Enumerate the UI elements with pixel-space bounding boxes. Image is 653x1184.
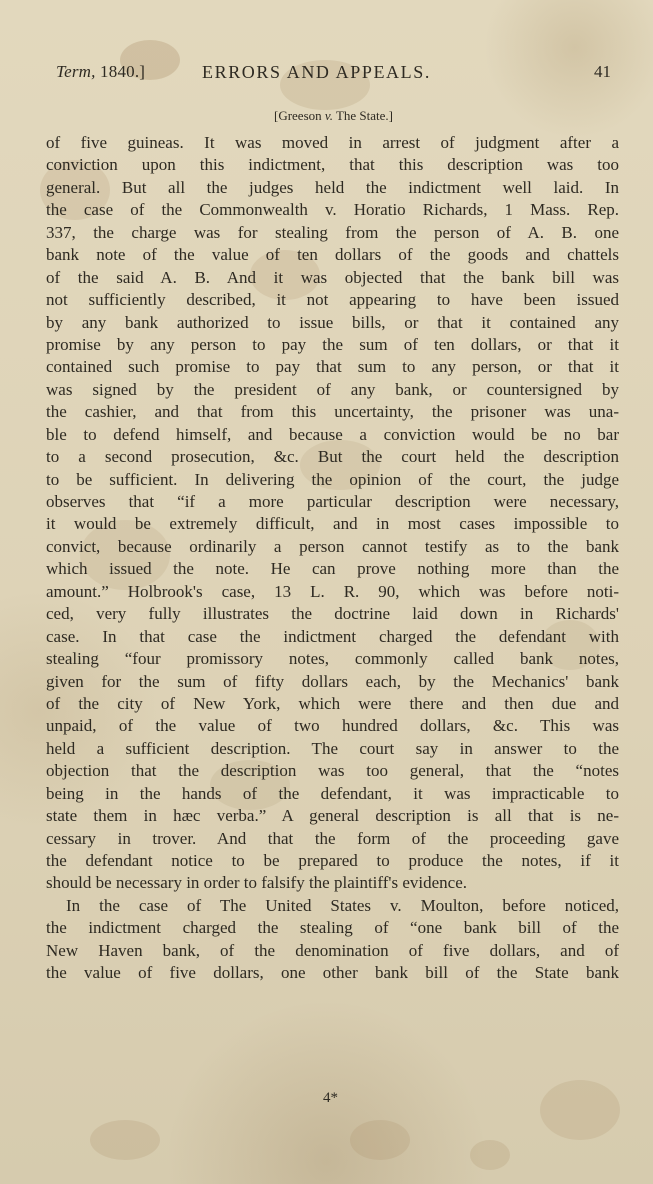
text-line: conviction upon this indictment, that this description was too	[46, 155, 619, 175]
body-text	[46, 132, 619, 985]
text-line: unpaid, of the value of two hundred dollars, &c. This was	[46, 716, 619, 736]
text-line: convict, because ordinarily a person cannot testify as to the bank	[46, 536, 619, 556]
text-line: by any bank authorized to issue bills, or that it contained any	[46, 312, 619, 332]
text-line: given for the sum of fifty dollars each, by the Mechanics' bank	[46, 671, 619, 691]
text-line: the case of the Commonwealth v. Horatio Richards, 1 Mass. Rep.	[46, 200, 619, 220]
running-head	[0, 108, 653, 124]
foxing-spot	[540, 1080, 620, 1140]
text-line: it would be extremely difficult, and in most cases impossible to	[46, 514, 619, 534]
running-head-v: v.	[324, 108, 333, 123]
header-term-label: Term,	[56, 62, 96, 81]
signature-mark: 4*	[323, 1090, 338, 1106]
text-line: was signed by the president of any bank, or countersigned by	[46, 379, 619, 399]
text-line: the defendant notice to be prepared to produce the notes, if it	[46, 851, 619, 870]
text-line: promise by any person to pay the sum of ten dollars, or that it	[46, 334, 619, 354]
header-title: ERRORS AND APPEALS.	[202, 62, 431, 82]
text-line: New Haven bank, of the denomination of five dollars, and of	[46, 940, 619, 960]
text-line: bank note of the value of ten dollars of the goods and chattels	[46, 245, 619, 265]
page-number: 41	[594, 62, 611, 81]
text-line: to be sufficient. In delivering the opinion of the court, the judge	[46, 469, 619, 489]
text-line: held a sufficient description. The court say in answer to the	[46, 738, 619, 758]
text-line: which issued the note. He can prove nothing more than the	[46, 559, 619, 579]
text-line: contained such promise to pay that sum to any person, or that it	[46, 357, 619, 377]
foxing-spot	[90, 1120, 160, 1160]
text-line: 337, the charge was for stealing from the person of A. B. one	[46, 222, 619, 242]
text-line: ced, very fully illustrates the doctrine laid down in Richards'	[46, 604, 619, 624]
header-term	[56, 62, 145, 82]
text-line: state them in hæc verba.” A general description is all that is ne-	[46, 806, 619, 826]
text-line: the cashier, and that from this uncertainty, the prisoner was una-	[46, 402, 619, 422]
text-line: cessary in trover. And that the form of the proceeding gave	[46, 828, 619, 848]
text-line: stealing “four promissory notes, commonly called bank notes,	[46, 649, 619, 669]
text-line: In the case of The United States v. Moulton, before noticed,	[66, 895, 619, 915]
foxing-spot	[470, 1140, 510, 1170]
header-term-year: 1840.]	[100, 62, 146, 81]
foxing-spot	[350, 1120, 410, 1160]
text-line: objection that the description was too general, that the “notes	[46, 761, 619, 781]
running-head-open: [Greeson	[273, 108, 325, 123]
text-line: should be necessary in order to falsify the plaintiff's evidence.	[46, 873, 468, 893]
text-line: case. In that case the indictment charged the defendant with	[46, 626, 619, 646]
running-head-close: The State.]	[332, 108, 394, 123]
text-line: to a second prosecution, &c. But the court held the description	[46, 447, 619, 467]
text-line: of five guineas. It was moved in arrest of judgment after a	[46, 133, 619, 152]
text-line: of the city of New York, which were there and then due and	[46, 693, 619, 713]
text-line: of the said A. B. And it was objected that the bank bill was	[46, 267, 619, 287]
text-line: being in the hands of the defendant, it was impracticable to	[46, 783, 619, 803]
text-line: observes that “if a more particular description were necessary,	[46, 492, 619, 511]
text-line: ble to defend himself, and because a conviction would be no bar	[46, 424, 619, 444]
text-line: the indictment charged the stealing of “one bank bill of the	[46, 918, 619, 938]
text-line: amount.” Holbrook's case, 13 L. R. 90, which was before noti-	[46, 581, 619, 601]
text-line: general. But all the judges held the indictment well laid. In	[46, 177, 619, 197]
page-header	[56, 62, 611, 88]
text-line: not sufficiently described, it not appearing to have been issued	[46, 290, 619, 310]
text-line: the value of five dollars, one other bank bill of the State bank	[46, 963, 619, 983]
